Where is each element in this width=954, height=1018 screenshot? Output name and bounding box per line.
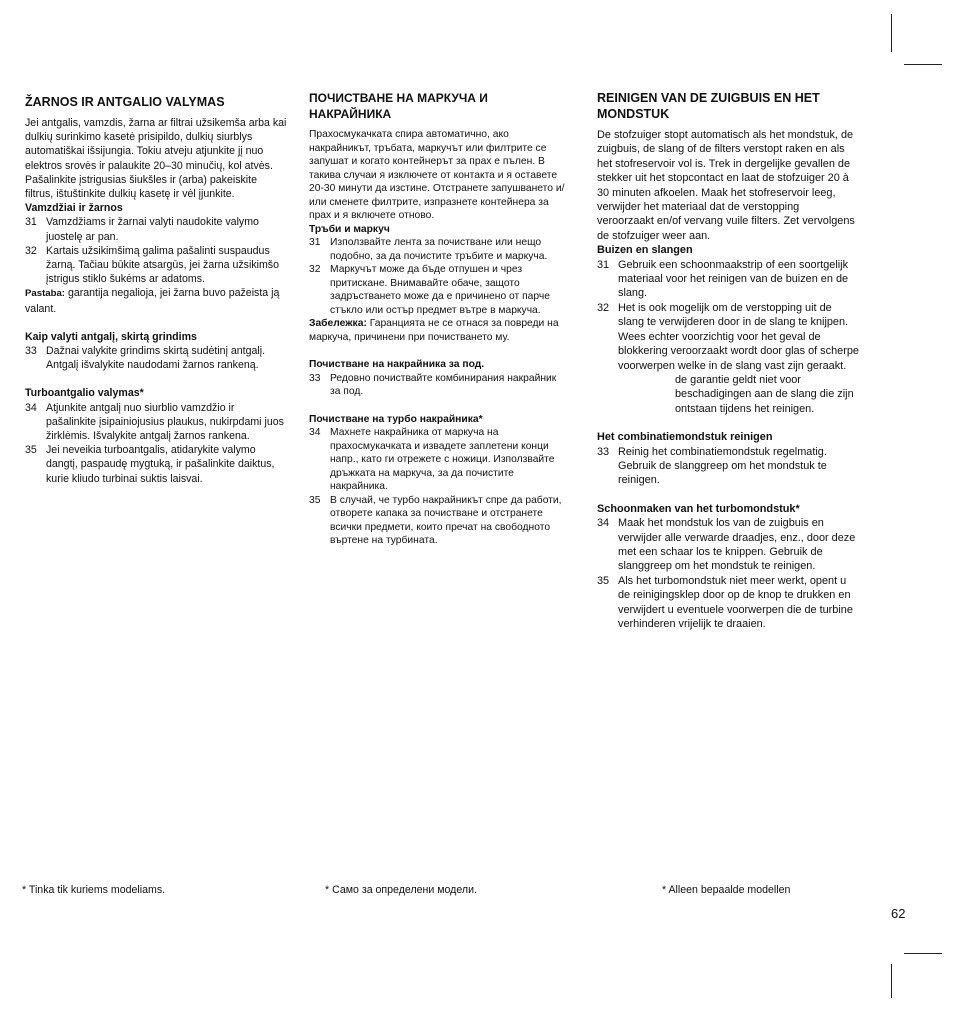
subheading-floor-nozzle: Kaip valyti antgalį, skirtą grindims (25, 330, 197, 343)
subheading-tubes-hose: Vamzdžiai ir žarnos (25, 202, 123, 215)
list-item: 31 Gebruik een schoonmaakstrip of een soortgelijk materiaal voor het reinigen van de buizen en de slang. (597, 258, 849, 300)
list-item: 34 Atjunkite antgalį nuo siurblio vamzdžio ir pašalinkite įsipainiojusius plaukus, nukirpdami juos žirklėmis. Išvalykite antgalį žarnos rankena. (25, 401, 284, 443)
list-item: 31 Използвайте лента за почистване или нещо подобно, за да почистите тръбите и маркуча. (309, 237, 548, 262)
list-item: 33 Редовно почиствайте комбинирания накрайник за под. (309, 372, 557, 397)
column-lithuanian (25, 90, 287, 486)
section-title: REINIGEN VAN DE ZUIGBUIS EN HET MONDSTUK (597, 91, 820, 121)
list-item: 35 В случай, че турбо накрайникът спре да работи, отворете капака за почистване и отстранете всички предмети, които пречат на свободното въртене на турбината. (309, 494, 562, 546)
subheading-floor-nozzle: Почистване на накрайника за под. (309, 359, 485, 370)
note-paragraph: Pastaba: garantija negalioja, jei žarna buvo pažeista ją valant. (25, 287, 280, 315)
section-title: ПОЧИСТВАНЕ НА МАРКУЧА И НАКРАЙНИКА (309, 91, 488, 121)
list-item: 34 Maak het mondstuk los van de zuigbuis en verwijder alle verwarde draadjes, enz., door deze met een schaar los te knippen. Gebruik de slanggreep om het mondstuk te reinigen. (597, 517, 856, 573)
list-item: 32 Маркучът може да бъде отпушен и чрез притискане. Внимавайте обаче, защото задръстването може да е причинено от парче стъкло или остър предмет вътре в маркуча. (309, 264, 551, 316)
crop-mark-top-horizontal (904, 64, 942, 65)
subheading-turbo-nozzle: Schoonmaken van het turbomondstuk* (597, 502, 800, 515)
crop-mark-bottom-horizontal (904, 953, 942, 954)
list-item: 33 Dažnai valykite grindims skirtą sudėtinį antgalį. Antgalį išvalykite naudodami žarnos rankeną. (25, 345, 266, 372)
subheading-tubes-hose: Тръби и маркуч (309, 223, 390, 235)
list-item: 31 Vamzdžiams ir žarnai valyti naudokite valymo juostelę ar pan. (25, 216, 259, 243)
crop-mark-bottom-vertical (891, 964, 892, 998)
subheading-tubes-hose: Buizen en slangen (597, 244, 693, 257)
list-item: 35 Als het turbomondstuk niet meer werkt, opent u de reinigingsklep door op de knop te drukken en verwijdert u eventuele voorwerpen die de turbine verhinderen vrijelijk te draaien. (597, 574, 853, 630)
crop-mark-top-vertical (891, 14, 892, 52)
note-paragraph: Забележка: Гаранцията не се отнася за повреди на маркуча, причинени при почистването му. (309, 318, 559, 343)
subheading-turbo-nozzle: Turboantgalio valymas* (25, 387, 144, 400)
note-paragraph: de garantie geldt niet voor beschadigingen aan de slang die zijn ontstaan tijdens het reinigen. (675, 373, 854, 415)
intro-paragraph: Jei antgalis, vamzdis, žarna ar filtrai užsikemša arba kai dulkių surinkimo kasetė prisipildo, dulkių siurblys automatiškai išsijungia. Tokiu atveju atjunkite jį nuo elektros srovės ir palaukite 20–30 minučių, kol atvės. Pašalinkite įstrigusias šiukšles ir (arba) pakeiskite filtrus, ištuštinkite dulkių kasetę ir vėl įjunkite. (25, 117, 287, 201)
list-item: 35 Jei neveikia turboantgalis, atidarykite valymo dangtį, paspaudę mygtuką, ir pašalinkite daiktus, kurie kliudo turbinai suktis laisvai. (25, 444, 275, 485)
list-item: 33 Reinig het combinatiemondstuk regelmatig. Gebruik de slanggreep om het mondstuk te reinigen. (597, 445, 827, 487)
column-dutch (597, 90, 859, 631)
list-item: 34 Махнете накрайника от маркуча на прахосмукачката и извадете заплетени конци напр., като ги отрежете с ножици. Използвайте дръжката на маркуча, за да почистите накрайника. (309, 427, 555, 492)
footnote-dutch: * Alleen bepaalde modellen (662, 884, 791, 896)
list-item: 32 Kartais užsikimšimą galima pašalinti suspaudus žarną. Tačiau būkite atsargūs, jei žarna užsikimšo įstrigus stiklo šukėms ar adatoms. (25, 244, 279, 286)
page-number: 62 (891, 906, 906, 921)
note-label: Забележка: (309, 318, 367, 329)
footnote-bulgarian: * Само за определени модели. (325, 884, 477, 896)
subheading-turbo-nozzle: Почистване на турбо накрайника* (309, 413, 483, 425)
subheading-floor-nozzle: Het combinatiemondstuk reinigen (597, 431, 773, 444)
list-item: 32 Het is ook mogelijk om de verstopping uit de slang te verwijderen door in de slang te knijpen. Wees echter voorzichtig voor het geval de blokkering veroorzaakt wordt door glas of scherpe voorwerpen welke in de slang vast zijn geraakt. (597, 301, 859, 372)
column-bulgarian (309, 90, 569, 548)
footnote-lithuanian: * Tinka tik kuriems modeliams. (22, 884, 166, 896)
note-label: Pastaba: (25, 288, 65, 300)
intro-paragraph: Прахосмукачката спира автоматично, ако накрайникът, тръбата, маркучът или филтрите се запушат и когато контейнерът за прах е пълен. В такива случаи я изключете от контакта и я оставете 20-30 минути да изстине. Отстранете запушването и/или сменете филтрите, изпразнете контейнера за прах и я включете отново. (309, 129, 565, 221)
intro-paragraph: De stofzuiger stopt automatisch als het mondstuk, de zuigbuis, de slang of de filters verstopt raken en als het stofreservoir vol is. Trek in dergelijke gevallen de stekker uit het stopcontact en laat de stofzuiger 20 à 30 minuten afkoelen. Maak het stofreservoir leeg, verwijder het materiaal dat de verstopping veroorzaakt en/of vervang vuile filters. Zet vervolgens de stofzuiger weer aan. (597, 129, 855, 242)
section-title: ŽARNOS IR ANTGALIO VALYMAS (25, 95, 225, 109)
